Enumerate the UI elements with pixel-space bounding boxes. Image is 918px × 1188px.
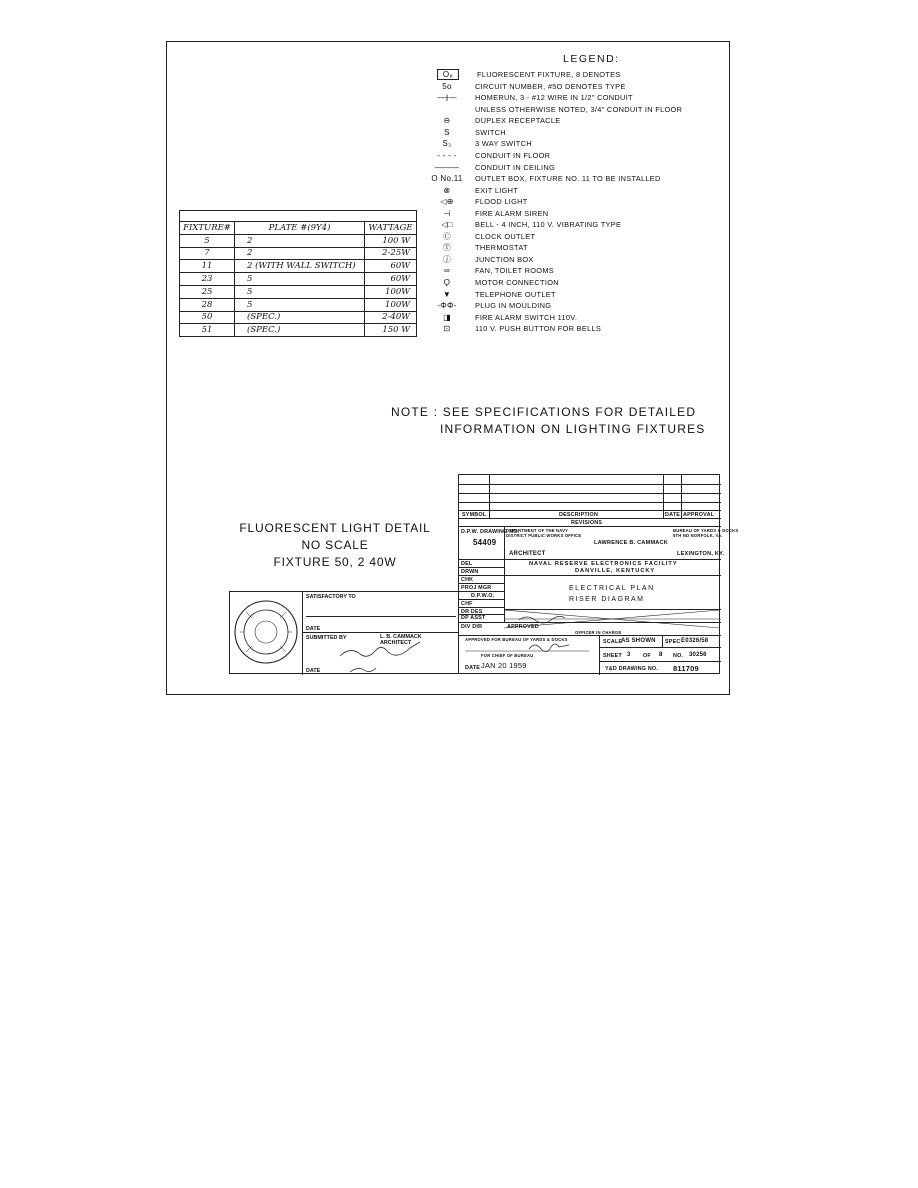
legend-text: SWITCH xyxy=(475,127,506,137)
fire-alarm-switch-icon: ◨ xyxy=(443,312,451,322)
cell-fixture: 51 xyxy=(180,324,235,336)
sb-seal-and-signature xyxy=(230,592,459,675)
motor-connection-icon: Ϙ xyxy=(443,278,451,288)
cell-wattage: 150 W xyxy=(382,325,410,336)
three-way-switch-icon: S₃ xyxy=(442,139,452,149)
table-row xyxy=(180,273,416,286)
tb-no-label: NO. xyxy=(673,653,684,659)
bell-icon: ◁□ xyxy=(441,220,453,230)
tb-description: DESCRIPTION xyxy=(559,512,599,518)
legend-text: THERMOSTAT xyxy=(475,243,528,253)
note-line-2: INFORMATION ON LIGHTING FIXTURES xyxy=(440,422,706,436)
flood-light-icon: ◁⊕ xyxy=(440,197,454,207)
sb-satisfactory: SATISFACTORY TO xyxy=(306,594,356,600)
legend-text: HOMERUN, 3 - #12 WIRE IN 1/2" CONDUIT xyxy=(475,93,633,103)
legend-text: DUPLEX RECEPTACLE xyxy=(475,116,561,126)
fixture-table-header xyxy=(180,222,416,235)
sb-submitted-by: SUBMITTED BY xyxy=(306,635,347,641)
legend-text: FAN, TOILET ROOMS xyxy=(475,266,555,276)
tb-proj-mgr: PROJ MGR xyxy=(461,585,492,591)
table-row xyxy=(180,312,416,325)
tb-location: DANVILLE, KENTUCKY xyxy=(575,568,656,574)
legend-row xyxy=(423,69,621,80)
legend-text: FLUORESCENT FIXTURE, 8 DENOTES xyxy=(477,70,621,80)
legend-row xyxy=(423,150,550,161)
header-plate: PLATE #(9Y4) xyxy=(235,222,365,234)
fire-alarm-siren-icon: ⊣ xyxy=(443,208,451,218)
tb-date-label: DATE xyxy=(465,665,481,671)
cell-fixture: 50 xyxy=(180,312,235,324)
legend-row xyxy=(423,138,532,149)
tb-drawing-title-1: ELECTRICAL PLAN xyxy=(569,585,655,592)
legend-text: UNLESS OTHERWISE NOTED, 3/4" CONDUIT IN FLOOR xyxy=(475,104,683,114)
cell-plate: (SPEC.) xyxy=(235,324,365,336)
tb-cross-lines xyxy=(458,608,720,642)
junction-box-icon: ⓙ xyxy=(442,254,452,264)
telephone-outlet-icon: ▼ xyxy=(442,289,452,299)
cell-plate: 5 xyxy=(235,273,365,285)
tb-chf: CHF xyxy=(461,601,473,607)
legend-row xyxy=(423,312,577,323)
conduit-ceiling-icon: ——— xyxy=(434,162,460,172)
legend-row xyxy=(423,288,556,299)
tb-signatures xyxy=(459,475,721,675)
table-row xyxy=(180,286,416,299)
cell-wattage: 100W xyxy=(385,299,410,310)
legend-row xyxy=(423,323,601,334)
tb-facility: NAVAL RESERVE ELECTRONICS FACILITY xyxy=(529,561,678,567)
tb-architect-name: LAWRENCE B. CAMMACK xyxy=(594,540,669,546)
legend-text: MOTOR CONNECTION xyxy=(475,278,559,288)
legend-text: TELEPHONE OUTLET xyxy=(475,289,556,299)
tb-sheet-label: SHEET xyxy=(603,653,622,659)
tb-of: 8 xyxy=(659,652,663,658)
legend-row xyxy=(423,219,621,230)
tb-sheet: 3 xyxy=(627,652,631,658)
detail-title: FLUORESCENT LIGHT DETAIL xyxy=(239,521,431,535)
tb-dr-des: DR DES xyxy=(461,609,483,615)
legend-text: JUNCTION BOX xyxy=(475,254,534,264)
legend-text: BELL - 4 INCH, 110 V. VIBRATING TYPE xyxy=(475,220,622,230)
cell-fixture: 7 xyxy=(180,248,235,260)
tb-for-chief: FOR CHIEF OF BUREAU xyxy=(481,653,534,658)
circuit-number-icon: 5o xyxy=(442,81,452,91)
tb-officer: OFFICER IN CHARGE xyxy=(575,630,622,635)
tb-drwn: DRWN xyxy=(461,569,479,575)
cell-wattage: 2-40W xyxy=(382,312,410,323)
tb-no: 30256 xyxy=(689,652,707,658)
legend-row xyxy=(423,104,682,115)
legend-row xyxy=(423,185,518,196)
switch-icon: S xyxy=(444,127,450,137)
legend-row xyxy=(423,173,661,184)
thermostat-icon: Ⓣ xyxy=(442,243,452,253)
tb-yd-number: 811709 xyxy=(673,664,699,673)
legend-row xyxy=(423,277,559,288)
legend-row xyxy=(423,254,534,265)
legend-row xyxy=(423,92,633,103)
plug-in-moulding-icon: -ΦΦ- xyxy=(437,301,457,311)
sb-title: ARCHITECT xyxy=(380,640,412,646)
legend-text: OUTLET BOX, FIXTURE NO. 11 TO BE INSTALLED xyxy=(475,174,661,184)
legend-text: FIRE ALARM SIREN xyxy=(475,208,549,218)
legend-row xyxy=(423,127,506,138)
fixture-table-body xyxy=(180,235,416,336)
cell-fixture: 25 xyxy=(180,286,235,298)
cell-wattage: 60W xyxy=(390,274,410,285)
cell-plate: 2 (WITH WALL SWITCH) xyxy=(235,260,365,272)
table-row xyxy=(180,299,416,312)
legend-text: CIRCUIT NUMBER, #5O DENOTES TYPE xyxy=(475,81,626,91)
tb-architect-label: ARCHITECT xyxy=(509,551,546,557)
sb-date-2: DATE xyxy=(306,668,321,674)
legend-row xyxy=(423,115,560,126)
cell-fixture: 11 xyxy=(180,260,235,272)
cell-wattage: 60W xyxy=(390,261,410,272)
sb-date: DATE xyxy=(306,626,321,632)
fan-icon: ∞ xyxy=(443,266,450,276)
tb-dpw-number: 54409 xyxy=(473,538,497,547)
tb-div-dir: DIV DIR xyxy=(461,624,483,630)
tb-del: DEL xyxy=(461,561,473,567)
fluorescent-fixture-icon: O₈ xyxy=(437,69,459,80)
table-row xyxy=(180,324,416,336)
tb-spec-label: SPEC xyxy=(665,639,681,645)
cell-wattage: 100W xyxy=(385,286,410,297)
tb-symbol: SYMBOL xyxy=(462,512,487,518)
legend-text: 110 V. PUSH BUTTON FOR BELLS xyxy=(475,324,602,334)
fixture-table xyxy=(179,210,417,337)
homerun-icon: —⫲— xyxy=(437,92,457,102)
cell-plate: (SPEC.) xyxy=(235,312,365,324)
legend-text: CONDUIT IN FLOOR xyxy=(475,150,551,160)
drawing-sheet xyxy=(166,41,739,695)
tb-bureau: BUREAU OF YARDS & DOCKS xyxy=(673,528,739,533)
legend-row xyxy=(423,161,555,172)
legend-row xyxy=(423,242,528,253)
legend-row xyxy=(423,265,554,276)
tb-spec: E0326/58 xyxy=(681,638,709,644)
tb-city: LEXINGTON, KY. xyxy=(677,551,725,557)
legend-row xyxy=(423,300,551,311)
tb-approval: APPROVAL xyxy=(683,512,715,518)
submittal-block xyxy=(229,591,458,674)
duplex-receptacle-icon: ⊖ xyxy=(443,116,451,126)
tb-chk: CHK xyxy=(461,577,474,583)
cell-plate: 2 xyxy=(235,248,365,260)
cell-fixture: 28 xyxy=(180,299,235,311)
cell-plate: 5 xyxy=(235,299,365,311)
clock-outlet-icon: Ⓒ xyxy=(442,231,452,241)
legend-text: PLUG IN MOULDING xyxy=(475,301,552,311)
tb-dept: DEPARTMENT OF THE NAVY xyxy=(506,528,569,533)
table-row xyxy=(180,248,416,261)
tb-date: DATE xyxy=(665,512,681,518)
legend-text: 3 WAY SWITCH xyxy=(475,139,532,149)
table-row xyxy=(180,235,416,248)
cell-plate: 2 xyxy=(235,235,365,247)
cell-wattage: 2-25W xyxy=(382,248,410,259)
tb-revisions: REVISIONS xyxy=(571,520,603,526)
legend-row xyxy=(423,208,548,219)
tb-approved: APPROVED xyxy=(507,624,539,630)
tb-dpwo: D.P.W.O. xyxy=(471,593,495,599)
cell-plate: 5 xyxy=(235,286,365,298)
tb-approved-for: APPROVED FOR BUREAU OF YARDS & DOCKS xyxy=(465,637,568,642)
cell-fixture: 5 xyxy=(180,235,235,247)
sb-name: L. B. CAMMACK xyxy=(380,634,422,640)
table-row xyxy=(180,260,416,273)
cell-fixture: 23 xyxy=(180,273,235,285)
legend-title: LEGEND: xyxy=(563,53,620,65)
push-button-icon: ⊡ xyxy=(443,324,451,334)
tb-dp-asst: DP ASST xyxy=(461,615,486,621)
conduit-floor-icon: - - - - xyxy=(437,150,457,160)
fixture-table-top-row xyxy=(180,211,416,222)
legend-row xyxy=(423,81,626,92)
legend-text: EXIT LIGHT xyxy=(475,185,519,195)
tb-of-label: OF xyxy=(643,653,651,659)
header-fixture: FIXTURE# xyxy=(180,222,235,234)
tb-scale-label: SCALE xyxy=(603,639,623,645)
legend-text: CLOCK OUTLET xyxy=(475,231,536,241)
exit-light-icon: ⊗ xyxy=(443,185,451,195)
title-block xyxy=(458,474,739,674)
legend-row xyxy=(423,231,535,242)
legend-text: CONDUIT IN CEILING xyxy=(475,162,555,172)
legend-text: FLOOD LIGHT xyxy=(475,197,528,207)
legend-text: FIRE ALARM SWITCH 110V. xyxy=(475,312,578,322)
detail-fixture: FIXTURE 50, 2 40W xyxy=(273,555,397,569)
tb-drawing-title-2: RISER DIAGRAM xyxy=(569,596,645,603)
tb-date-stamp: JAN 20 1959 xyxy=(481,661,527,670)
header-wattage: WATTAGE xyxy=(368,222,413,233)
tb-naval-district: 5TH ND NORFOLK, VA. xyxy=(673,533,723,538)
legend-row xyxy=(423,196,528,207)
tb-dpw-label: D.P.W. DRAWING NO. xyxy=(461,529,520,535)
outlet-box-icon: O No.11 xyxy=(431,174,463,184)
detail-caption xyxy=(235,520,435,571)
tb-scale: AS SHOWN xyxy=(621,638,656,644)
cell-wattage: 100 W xyxy=(382,235,410,246)
tb-district: DISTRICT PUBLIC WORKS OFFICE xyxy=(506,533,582,538)
detail-scale: NO SCALE xyxy=(301,538,369,552)
note xyxy=(391,404,706,438)
tb-yd-label: Y&D DRAWING NO. xyxy=(605,666,659,672)
note-line-1: NOTE : SEE SPECIFICATIONS FOR DETAILED xyxy=(391,405,697,419)
